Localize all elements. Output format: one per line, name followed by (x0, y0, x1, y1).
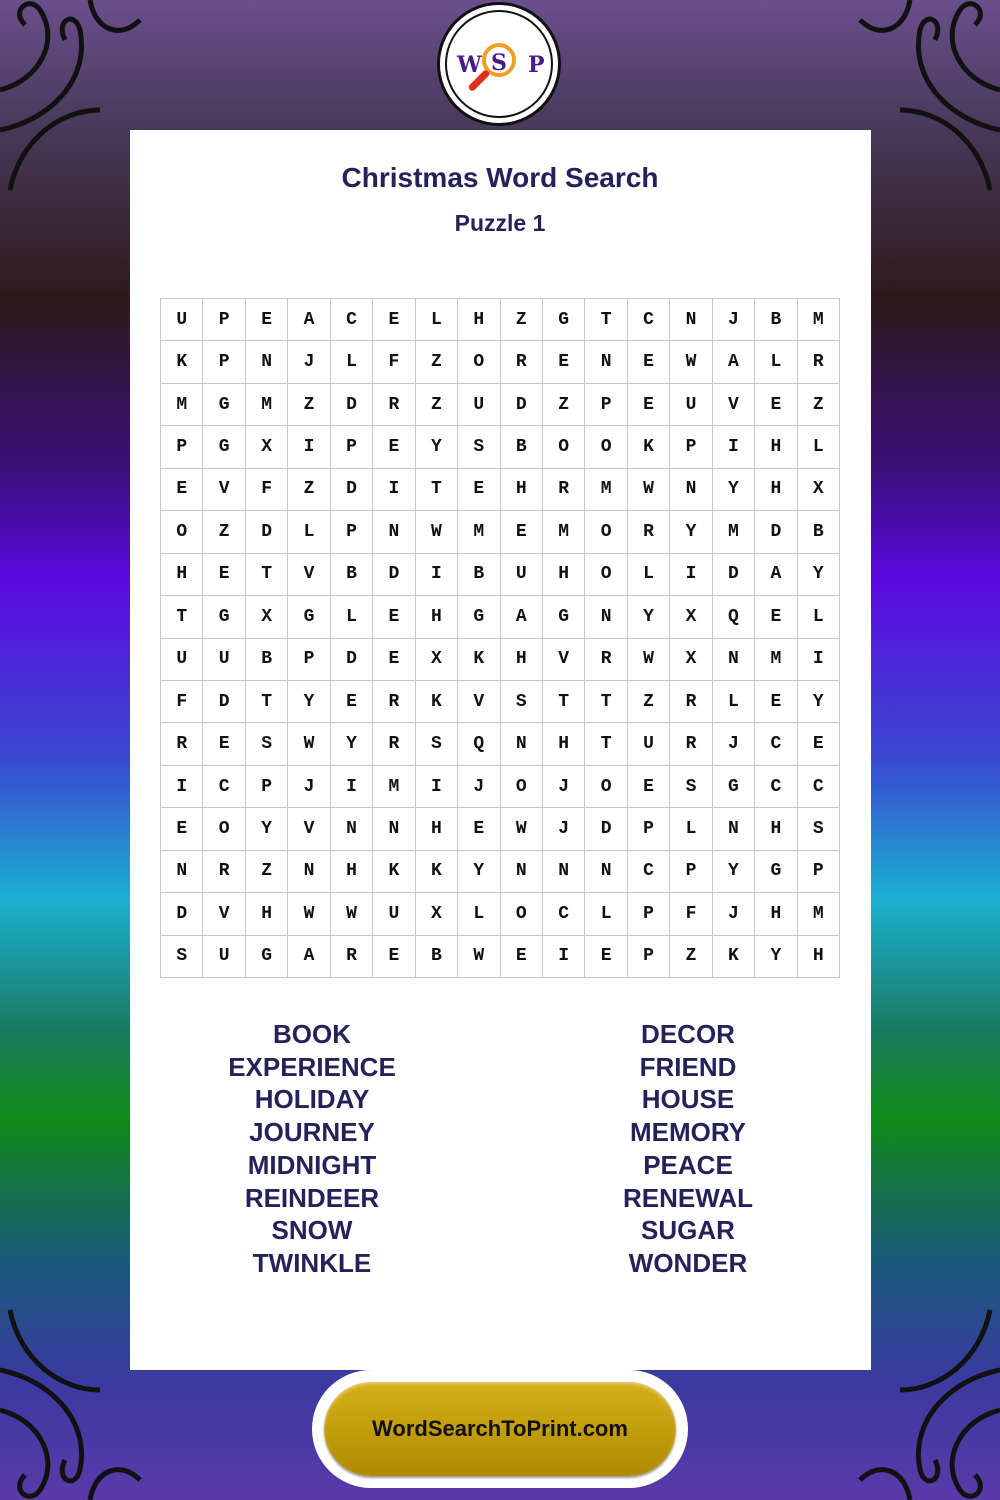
grid-cell[interactable]: D (373, 554, 415, 596)
grid-cell[interactable]: B (416, 936, 458, 978)
grid-cell[interactable]: S (458, 426, 500, 468)
grid-cell[interactable]: E (501, 511, 543, 553)
grid-cell[interactable]: H (755, 469, 797, 511)
grid-cell[interactable]: K (416, 851, 458, 893)
grid-cell[interactable]: B (755, 299, 797, 341)
word-list-item: REINDEER (244, 1182, 380, 1213)
grid-cell[interactable]: J (543, 766, 585, 808)
grid-cell[interactable]: H (458, 299, 500, 341)
grid-cell[interactable]: V (543, 639, 585, 681)
grid-cell[interactable]: G (288, 596, 330, 638)
grid-cell[interactable]: Y (755, 936, 797, 978)
word-list-item: JOURNEY (249, 1117, 375, 1148)
grid-cell[interactable]: Z (798, 384, 840, 426)
grid-cell[interactable]: C (203, 766, 245, 808)
grid-cell[interactable]: Y (798, 554, 840, 596)
grid-cell[interactable]: E (798, 723, 840, 765)
word-list-item: BOOK (273, 1019, 351, 1049)
grid-cell[interactable]: N (713, 639, 755, 681)
grid-cell[interactable]: I (798, 639, 840, 681)
grid-cell[interactable]: W (670, 341, 712, 383)
grid-cell[interactable]: J (713, 893, 755, 935)
grid-cell[interactable]: N (246, 341, 288, 383)
page-title: Christmas Word Search (341, 162, 659, 193)
grid-cell[interactable]: L (713, 681, 755, 723)
grid-cell[interactable]: T (161, 596, 203, 638)
grid-cell[interactable]: J (713, 723, 755, 765)
grid-cell[interactable]: I (288, 426, 330, 468)
grid-cell[interactable]: P (585, 384, 627, 426)
grid-cell[interactable]: E (458, 469, 500, 511)
grid-cell[interactable]: J (543, 808, 585, 850)
grid-cell[interactable]: G (755, 851, 797, 893)
grid-cell[interactable]: O (585, 766, 627, 808)
word-list-item: MEMORY (629, 1117, 747, 1148)
grid-cell[interactable]: V (203, 893, 245, 935)
grid-cell[interactable]: Y (670, 511, 712, 553)
grid-cell[interactable]: E (373, 936, 415, 978)
grid-cell[interactable]: X (416, 893, 458, 935)
grid-cell[interactable]: E (543, 341, 585, 383)
grid-cell[interactable]: R (543, 469, 585, 511)
word-list-item: SNOW (271, 1215, 353, 1246)
grid-cell[interactable]: X (246, 596, 288, 638)
grid-cell[interactable]: O (501, 893, 543, 935)
grid-cell[interactable]: H (543, 723, 585, 765)
grid-cell[interactable]: D (501, 384, 543, 426)
grid-cell[interactable]: L (755, 341, 797, 383)
grid-cell[interactable]: N (501, 723, 543, 765)
grid-cell[interactable]: T (246, 554, 288, 596)
grid-cell[interactable]: M (713, 511, 755, 553)
grid-cell[interactable]: W (501, 808, 543, 850)
grid-cell[interactable]: P (628, 808, 670, 850)
word-list-right (528, 1018, 848, 1280)
grid-cell[interactable]: K (373, 851, 415, 893)
grid-cell[interactable]: U (670, 384, 712, 426)
grid-cell[interactable]: Y (798, 681, 840, 723)
grid-cell[interactable]: E (331, 681, 373, 723)
grid-cell[interactable]: E (458, 808, 500, 850)
grid-cell[interactable]: G (543, 299, 585, 341)
grid-cell[interactable]: C (755, 723, 797, 765)
grid-cell[interactable]: P (203, 299, 245, 341)
grid-cell[interactable]: I (713, 426, 755, 468)
grid-cell[interactable]: P (203, 341, 245, 383)
grid-cell[interactable]: A (713, 341, 755, 383)
grid-cell[interactable]: J (288, 766, 330, 808)
grid-cell[interactable]: P (331, 426, 373, 468)
grid-cell[interactable]: X (798, 469, 840, 511)
grid-cell[interactable]: I (373, 469, 415, 511)
grid-cell[interactable]: W (331, 893, 373, 935)
grid-cell[interactable]: I (416, 554, 458, 596)
grid-cell[interactable]: I (543, 936, 585, 978)
grid-cell[interactable]: W (458, 936, 500, 978)
grid-cell[interactable]: E (373, 639, 415, 681)
grid-cell[interactable]: C (331, 299, 373, 341)
logo-letter-s: S (491, 50, 507, 76)
grid-cell[interactable]: U (203, 639, 245, 681)
grid-cell[interactable]: H (501, 469, 543, 511)
word-list-item: DECOR (641, 1019, 735, 1049)
grid-cell[interactable]: L (798, 426, 840, 468)
grid-cell[interactable]: J (288, 341, 330, 383)
grid-cell[interactable]: M (246, 384, 288, 426)
grid-cell[interactable]: K (713, 936, 755, 978)
grid-cell[interactable]: G (713, 766, 755, 808)
grid-cell[interactable]: D (585, 808, 627, 850)
grid-cell[interactable]: M (585, 469, 627, 511)
grid-cell[interactable]: J (458, 766, 500, 808)
grid-cell[interactable]: F (670, 893, 712, 935)
grid-cell[interactable]: Z (501, 299, 543, 341)
grid-cell[interactable]: U (203, 936, 245, 978)
grid-cell[interactable]: G (543, 596, 585, 638)
grid-cell[interactable]: M (543, 511, 585, 553)
grid-cell[interactable]: P (670, 426, 712, 468)
grid-cell[interactable]: U (161, 299, 203, 341)
grid-cell[interactable]: F (373, 341, 415, 383)
grid-cell[interactable]: M (798, 893, 840, 935)
grid-cell[interactable]: Y (246, 808, 288, 850)
grid-cell[interactable]: H (246, 893, 288, 935)
grid-cell[interactable]: H (416, 596, 458, 638)
grid-cell[interactable]: B (798, 511, 840, 553)
grid-cell[interactable]: W (288, 893, 330, 935)
grid-cell[interactable]: E (755, 596, 797, 638)
grid-cell[interactable]: U (501, 554, 543, 596)
grid-cell[interactable]: E (628, 341, 670, 383)
grid-cell[interactable]: R (628, 511, 670, 553)
grid-cell[interactable]: E (203, 554, 245, 596)
grid-cell[interactable]: T (585, 681, 627, 723)
grid-cell[interactable]: S (670, 766, 712, 808)
grid-cell[interactable]: Z (246, 851, 288, 893)
grid-cell[interactable]: N (713, 808, 755, 850)
grid-cell[interactable]: H (543, 554, 585, 596)
grid-cell[interactable]: P (798, 851, 840, 893)
grid-cell[interactable]: H (331, 851, 373, 893)
grid-cell[interactable]: Y (416, 426, 458, 468)
grid-cell[interactable]: Q (713, 596, 755, 638)
grid-cell[interactable]: O (585, 554, 627, 596)
grid-cell[interactable]: K (416, 681, 458, 723)
letter-grid (160, 298, 840, 978)
grid-cell[interactable]: Z (416, 341, 458, 383)
grid-cell[interactable]: E (246, 299, 288, 341)
grid-cell[interactable]: G (458, 596, 500, 638)
grid-cell[interactable]: I (416, 766, 458, 808)
grid-cell[interactable]: K (161, 341, 203, 383)
grid-cell[interactable]: Z (670, 936, 712, 978)
grid-cell[interactable]: D (203, 681, 245, 723)
grid-cell[interactable]: W (628, 469, 670, 511)
grid-cell[interactable]: V (288, 554, 330, 596)
grid-cell[interactable]: W (288, 723, 330, 765)
grid-cell[interactable]: S (416, 723, 458, 765)
grid-cell[interactable]: U (628, 723, 670, 765)
grid-cell[interactable]: N (585, 596, 627, 638)
logo-letter-p: P (528, 52, 545, 78)
grid-cell[interactable]: F (246, 469, 288, 511)
grid-cell[interactable]: M (458, 511, 500, 553)
grid-cell[interactable]: O (585, 511, 627, 553)
grid-cell[interactable]: E (501, 936, 543, 978)
word-list-item: RENEWAL (623, 1182, 753, 1213)
word-list-item: PEACE (643, 1149, 733, 1180)
grid-cell[interactable]: P (246, 766, 288, 808)
grid-cell[interactable]: E (585, 936, 627, 978)
grid-cell[interactable]: S (798, 808, 840, 850)
grid-cell[interactable]: D (713, 554, 755, 596)
grid-cell[interactable]: C (543, 893, 585, 935)
grid-cell[interactable]: I (161, 766, 203, 808)
grid-cell[interactable]: L (798, 596, 840, 638)
grid-cell[interactable]: G (246, 936, 288, 978)
grid-cell[interactable]: Y (458, 851, 500, 893)
grid-cell[interactable]: N (373, 808, 415, 850)
grid-cell[interactable]: V (203, 469, 245, 511)
grid-cell[interactable]: O (543, 426, 585, 468)
grid-cell[interactable]: E (628, 766, 670, 808)
grid-cell[interactable]: B (458, 554, 500, 596)
grid-cell[interactable]: Z (628, 681, 670, 723)
grid-cell[interactable]: O (585, 426, 627, 468)
grid-cell[interactable]: M (755, 639, 797, 681)
grid-cell[interactable]: N (670, 299, 712, 341)
grid-cell[interactable]: A (501, 596, 543, 638)
grid-cell[interactable]: E (161, 469, 203, 511)
grid-cell[interactable]: Z (543, 384, 585, 426)
grid-cell[interactable]: T (416, 469, 458, 511)
grid-cell[interactable]: D (331, 639, 373, 681)
grid-cell[interactable]: R (373, 723, 415, 765)
grid-cell[interactable]: M (798, 299, 840, 341)
word-list-item: SUGAR (641, 1215, 735, 1246)
grid-cell[interactable]: X (670, 596, 712, 638)
grid-cell[interactable]: Q (458, 723, 500, 765)
grid-cell[interactable]: E (373, 299, 415, 341)
grid-cell[interactable]: R (161, 723, 203, 765)
grid-cell[interactable]: D (161, 893, 203, 935)
grid-cell[interactable]: E (628, 384, 670, 426)
grid-cell[interactable]: N (585, 851, 627, 893)
grid-cell[interactable]: U (161, 639, 203, 681)
grid-cell[interactable]: H (798, 936, 840, 978)
grid-cell[interactable]: P (628, 893, 670, 935)
grid-cell[interactable]: F (161, 681, 203, 723)
grid-cell[interactable]: P (670, 851, 712, 893)
word-list-item: TWINKLE (252, 1247, 372, 1278)
grid-cell[interactable]: W (416, 511, 458, 553)
grid-cell[interactable]: X (246, 426, 288, 468)
grid-cell[interactable]: N (331, 808, 373, 850)
grid-cell[interactable]: H (755, 808, 797, 850)
grid-cell[interactable]: H (755, 426, 797, 468)
grid-cell[interactable]: D (331, 469, 373, 511)
grid-cell[interactable]: L (331, 596, 373, 638)
grid-cell[interactable]: L (670, 808, 712, 850)
grid-cell[interactable]: P (331, 511, 373, 553)
grid-cell[interactable]: M (373, 766, 415, 808)
grid-cell[interactable]: O (161, 511, 203, 553)
grid-cell[interactable]: H (755, 893, 797, 935)
grid-cell[interactable]: D (246, 511, 288, 553)
grid-cell[interactable]: L (416, 299, 458, 341)
grid-cell[interactable]: G (203, 596, 245, 638)
grid-cell[interactable]: A (288, 299, 330, 341)
grid-cell[interactable]: N (670, 469, 712, 511)
grid-cell[interactable]: H (501, 639, 543, 681)
grid-cell[interactable]: W (628, 639, 670, 681)
grid-cell[interactable]: T (585, 723, 627, 765)
word-list-item: WONDER (628, 1247, 748, 1278)
grid-cell[interactable]: P (288, 639, 330, 681)
grid-cell[interactable]: L (331, 341, 373, 383)
grid-cell[interactable]: C (628, 851, 670, 893)
grid-cell[interactable]: Z (416, 384, 458, 426)
grid-cell[interactable]: Y (713, 851, 755, 893)
grid-cell[interactable]: L (628, 554, 670, 596)
grid-cell[interactable]: E (373, 426, 415, 468)
grid-cell[interactable]: E (161, 808, 203, 850)
grid-cell[interactable]: K (458, 639, 500, 681)
grid-cell[interactable]: Y (331, 723, 373, 765)
grid-cell[interactable]: T (585, 299, 627, 341)
word-list-item: HOLIDAY (254, 1084, 370, 1115)
footer-pill (312, 1370, 688, 1488)
grid-cell[interactable]: O (501, 766, 543, 808)
grid-cell[interactable]: R (203, 851, 245, 893)
grid-cell[interactable]: V (458, 681, 500, 723)
grid-cell[interactable]: Z (288, 384, 330, 426)
grid-cell[interactable]: T (246, 681, 288, 723)
website-link-button[interactable]: WordSearchToPrint.com (324, 1382, 676, 1476)
grid-cell[interactable]: C (628, 299, 670, 341)
grid-cell[interactable]: J (713, 299, 755, 341)
grid-cell[interactable]: U (458, 384, 500, 426)
grid-cell[interactable]: R (373, 384, 415, 426)
grid-cell[interactable]: R (798, 341, 840, 383)
grid-cell[interactable]: C (798, 766, 840, 808)
grid-cell[interactable]: P (161, 426, 203, 468)
grid-cell[interactable]: X (670, 639, 712, 681)
grid-cell[interactable]: N (501, 851, 543, 893)
grid-cell[interactable]: N (288, 851, 330, 893)
grid-cell[interactable]: N (543, 851, 585, 893)
grid-cell[interactable]: U (373, 893, 415, 935)
grid-cell[interactable]: A (755, 554, 797, 596)
grid-cell[interactable]: B (246, 639, 288, 681)
grid-cell[interactable]: N (373, 511, 415, 553)
grid-cell[interactable]: D (331, 384, 373, 426)
grid-cell[interactable]: V (713, 384, 755, 426)
word-list-item: FRIEND (639, 1051, 737, 1082)
grid-cell[interactable]: N (161, 851, 203, 893)
grid-cell[interactable]: E (373, 596, 415, 638)
grid-cell[interactable]: V (288, 808, 330, 850)
grid-cell[interactable]: E (755, 384, 797, 426)
grid-cell[interactable]: N (585, 341, 627, 383)
grid-cell[interactable]: R (585, 639, 627, 681)
logo-letter-w: W (457, 52, 482, 78)
grid-cell[interactable]: S (501, 681, 543, 723)
word-list-item: HOUSE (641, 1084, 735, 1115)
grid-cell[interactable]: M (161, 384, 203, 426)
word-list-item: EXPERIENCE (228, 1051, 396, 1082)
grid-cell[interactable]: X (416, 639, 458, 681)
grid-cell[interactable]: T (543, 681, 585, 723)
grid-cell[interactable]: C (755, 766, 797, 808)
grid-cell[interactable]: L (458, 893, 500, 935)
word-list-item: MIDNIGHT (247, 1149, 377, 1180)
grid-cell[interactable]: E (755, 681, 797, 723)
grid-cell[interactable]: B (331, 554, 373, 596)
grid-cell[interactable]: I (670, 554, 712, 596)
site-logo[interactable] (437, 2, 561, 126)
grid-cell[interactable]: D (755, 511, 797, 553)
grid-cell[interactable]: B (501, 426, 543, 468)
grid-cell[interactable]: L (585, 893, 627, 935)
grid-cell[interactable]: Z (288, 469, 330, 511)
grid-cell[interactable]: Y (288, 681, 330, 723)
grid-cell[interactable]: O (458, 341, 500, 383)
grid-cell[interactable]: O (203, 808, 245, 850)
grid-cell[interactable]: R (373, 681, 415, 723)
grid-cell[interactable]: A (288, 936, 330, 978)
grid-cell[interactable]: R (670, 681, 712, 723)
grid-cell[interactable]: R (501, 341, 543, 383)
grid-cell[interactable]: K (628, 426, 670, 468)
grid-cell[interactable]: L (288, 511, 330, 553)
grid-cell[interactable]: Y (713, 469, 755, 511)
word-list-left (152, 1018, 472, 1280)
grid-cell[interactable]: S (246, 723, 288, 765)
grid-cell[interactable]: I (331, 766, 373, 808)
grid-cell[interactable]: Z (203, 511, 245, 553)
grid-cell[interactable]: G (203, 384, 245, 426)
grid-cell[interactable]: S (161, 936, 203, 978)
grid-cell[interactable]: E (203, 723, 245, 765)
puzzle-subtitle: Puzzle 1 (454, 210, 546, 236)
grid-cell[interactable]: R (670, 723, 712, 765)
grid-cell[interactable]: P (628, 936, 670, 978)
grid-cell[interactable]: H (416, 808, 458, 850)
grid-cell[interactable]: R (331, 936, 373, 978)
grid-cell[interactable]: H (161, 554, 203, 596)
grid-cell[interactable]: G (203, 426, 245, 468)
grid-cell[interactable]: Y (628, 596, 670, 638)
